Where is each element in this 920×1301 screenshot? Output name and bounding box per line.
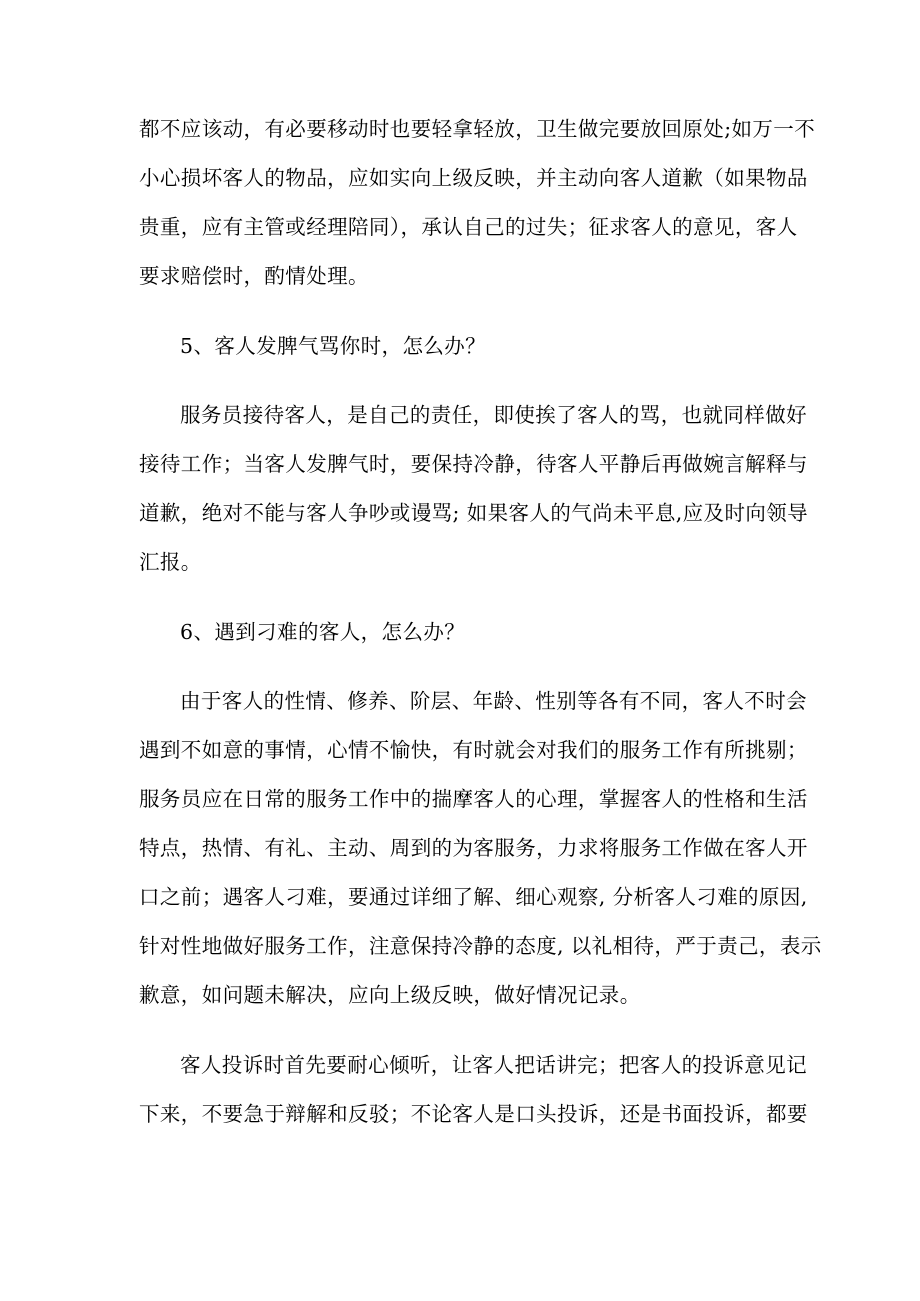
question-heading-6: 6、遇到刁难的客人，怎么办？ (180, 620, 466, 644)
text-line: 客人投诉时首先要耐心倾听，让客人把话讲完；把客人的投诉意见记 (180, 1053, 807, 1077)
text-line: 特点，热情、有礼、主动、周到的为客服务，力求将服务工作做在客人开 (139, 836, 808, 860)
text-line: 道歉，绝对不能与客人争吵或谩骂; 如果客人的气尚未平息,应及时向领导 (139, 501, 809, 525)
text-line: 遇到不如意的事情，心情不愉快，有时就会对我们的服务工作有所挑剔； (139, 738, 808, 762)
text-line: 下来，不要急于辩解和反驳；不论客人是口头投诉，还是书面投诉，都要 (139, 1102, 808, 1126)
text-line: 针对性地做好服务工作，注意保持冷静的态度, 以礼相待，严于责己，表示 (139, 934, 822, 958)
text-line: 服务员应在日常的服务工作中的揣摩客人的心理，掌握客人的性格和生活 (139, 787, 808, 811)
text-line: 口之前；遇客人刁难，要通过详细了解、细心观察, 分析客人刁难的原因, (139, 885, 808, 909)
question-heading-5: 5、客人发脾气骂你时，怎么办？ (180, 334, 487, 358)
text-line: 都不应该动，有必要移动时也要轻拿轻放，卫生做完要放回原处;如万一不 (139, 117, 816, 141)
text-line: 要求赔偿时，酌情处理。 (139, 264, 369, 288)
text-line: 小心损坏客人的物品，应如实向上级反映，并主动向客人道歉（如果物品 (139, 166, 808, 190)
text-line: 歉意，如问题未解决，应向上级反映，做好情况记录。 (139, 983, 641, 1007)
text-line: 汇报。 (139, 550, 202, 574)
text-line: 贵重，应有主管或经理陪同），承认自己的过失；征求客人的意见，客人 (139, 215, 798, 239)
text-line: 服务员接待客人，是自己的责任，即使挨了客人的骂，也就同样做好 (180, 403, 807, 427)
text-line: 接待工作；当客人发脾气时，要保持冷静，待客人平静后再做婉言解释与 (139, 452, 808, 476)
text-line: 由于客人的性情、修养、阶层、年龄、性别等各有不同，客人不时会 (180, 689, 807, 713)
